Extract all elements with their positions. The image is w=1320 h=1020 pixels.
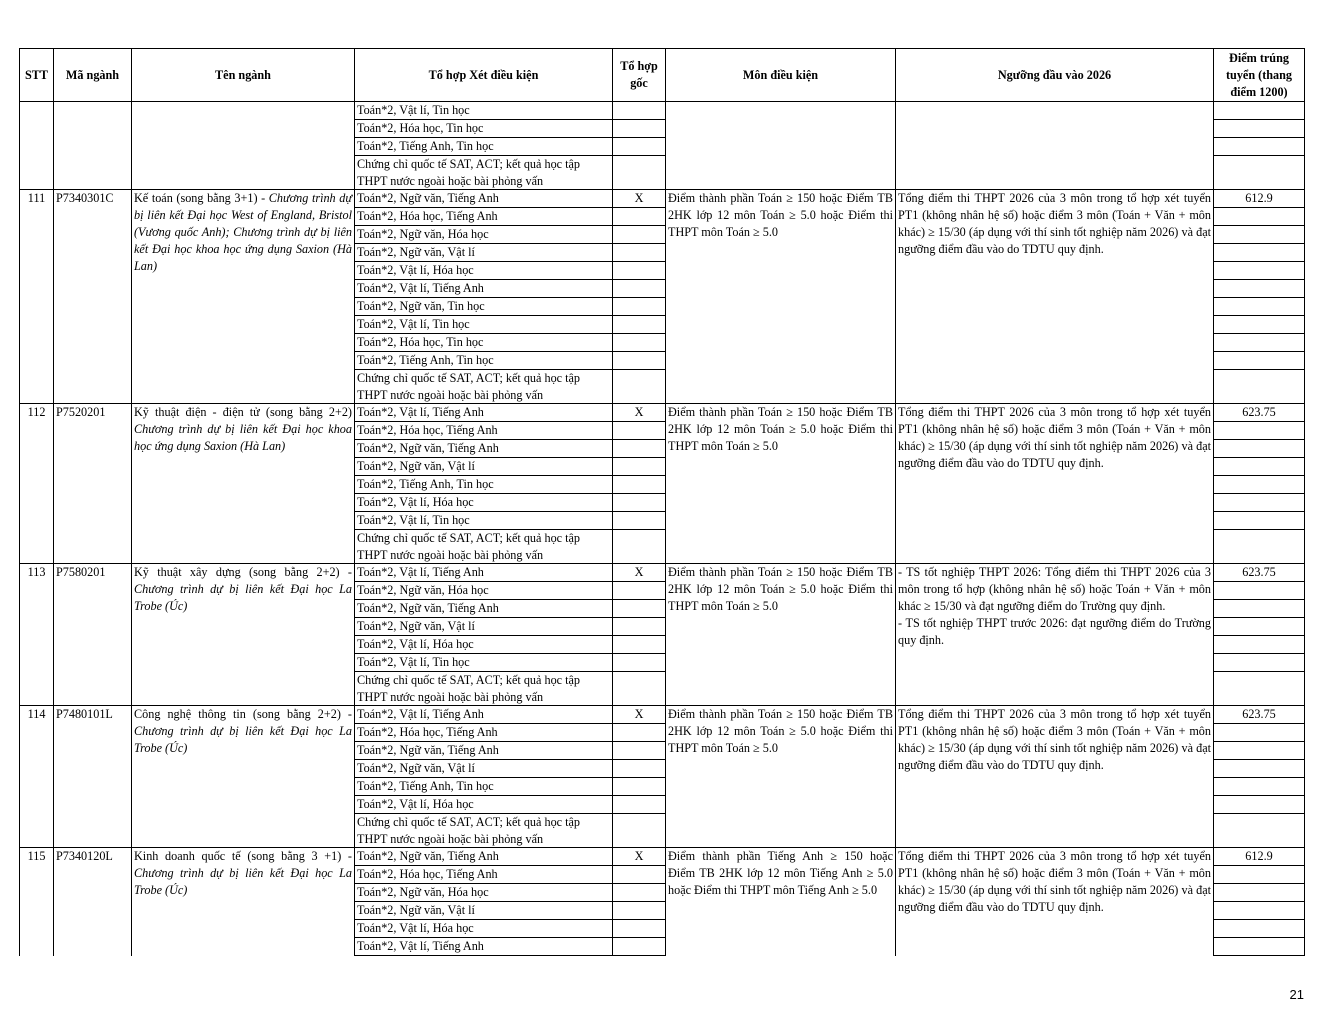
- diem-trung-tuyen-cell: [1214, 654, 1305, 672]
- diem-trung-tuyen-cell: [1214, 334, 1305, 352]
- stt-cell: 115: [20, 848, 54, 956]
- to-hop-option: Toán*2, Vật lí, Tiếng Anh: [355, 706, 613, 724]
- diem-trung-tuyen-cell: [1214, 226, 1305, 244]
- ten-nganh-program: Chương trình dự bị liên kết Đại học West of England, Bristol (Vương quốc Anh); Chương trình dự bị liên kết Đại học khoa học ứng dụng Saxion (Hà Lan): [134, 191, 352, 273]
- to-hop-goc-cell: [613, 494, 666, 512]
- to-hop-goc-cell: [613, 902, 666, 920]
- to-hop-goc-cell: [613, 866, 666, 884]
- to-hop-goc-cell: [613, 938, 666, 956]
- page-number: 21: [1289, 987, 1304, 1002]
- admission-table: [19, 48, 1305, 956]
- table-row: [20, 102, 1305, 120]
- diem-trung-tuyen-cell: [1214, 530, 1305, 564]
- table-row: [20, 848, 1305, 866]
- to-hop-option: Toán*2, Ngữ văn, Vật lí: [355, 244, 613, 262]
- header-stt: STT: [20, 49, 54, 102]
- ten-nganh-program: Chương trình dự bị liên kết Đại học khoa học ứng dụng Saxion (Hà Lan): [134, 422, 352, 453]
- diem-trung-tuyen-cell: [1214, 938, 1305, 956]
- to-hop-goc-cell: [613, 298, 666, 316]
- to-hop-goc-cell: [613, 156, 666, 190]
- header-nguong-dau-vao: Ngưỡng đầu vào 2026: [896, 49, 1214, 102]
- ma-nganh-cell: P7340301C: [54, 190, 132, 404]
- to-hop-option: Chứng chỉ quốc tế SAT, ACT; kết quả học tập THPT nước ngoài hoặc bài phỏng vấn: [355, 672, 613, 706]
- to-hop-goc-cell: [613, 884, 666, 902]
- ten-nganh-cell: [132, 102, 355, 190]
- header-to-hop-goc: Tổ hợp gốc: [613, 49, 666, 102]
- to-hop-goc-cell: [613, 334, 666, 352]
- mon-dieu-kien-cell: Điểm thành phần Toán ≥ 150 hoặc Điểm TB 2HK lớp 12 môn Toán ≥ 5.0 hoặc Điểm thi THPT môn Toán ≥ 5.0: [666, 706, 896, 848]
- diem-trung-tuyen-cell: [1214, 760, 1305, 778]
- to-hop-option: Toán*2, Ngữ văn, Tiếng Anh: [355, 440, 613, 458]
- to-hop-option: Chứng chỉ quốc tế SAT, ACT; kết quả học tập THPT nước ngoài hoặc bài phỏng vấn: [355, 156, 613, 190]
- to-hop-goc-cell: [613, 742, 666, 760]
- ten-nganh-plain: Công nghệ thông tin (song bằng 2+2) -: [134, 707, 352, 721]
- to-hop-option: Toán*2, Ngữ văn, Tiếng Anh: [355, 848, 613, 866]
- to-hop-goc-cell: [613, 370, 666, 404]
- to-hop-goc-cell: [613, 476, 666, 494]
- header-ma-nganh: Mã ngành: [54, 49, 132, 102]
- to-hop-goc-cell: [613, 262, 666, 280]
- table-row: [20, 564, 1305, 582]
- header-mon-dieu-kien: Môn điều kiện: [666, 49, 896, 102]
- diem-trung-tuyen-cell: [1214, 902, 1305, 920]
- to-hop-goc-cell: [613, 814, 666, 848]
- to-hop-option: Chứng chỉ quốc tế SAT, ACT; kết quả học tập THPT nước ngoài hoặc bài phỏng vấn: [355, 370, 613, 404]
- diem-trung-tuyen-cell: [1214, 262, 1305, 280]
- to-hop-option: Toán*2, Ngữ văn, Vật lí: [355, 618, 613, 636]
- diem-trung-tuyen-cell: [1214, 742, 1305, 760]
- to-hop-option: Toán*2, Vật lí, Tin học: [355, 316, 613, 334]
- to-hop-option: Toán*2, Vật lí, Tiếng Anh: [355, 938, 613, 956]
- to-hop-option: Toán*2, Ngữ văn, Hóa học: [355, 226, 613, 244]
- to-hop-option: Toán*2, Ngữ văn, Tiếng Anh: [355, 742, 613, 760]
- to-hop-goc-cell: [613, 316, 666, 334]
- diem-trung-tuyen-cell: [1214, 618, 1305, 636]
- mon-dieu-kien-cell: Điểm thành phần Toán ≥ 150 hoặc Điểm TB 2HK lớp 12 môn Toán ≥ 5.0 hoặc Điểm thi THPT môn Toán ≥ 5.0: [666, 190, 896, 404]
- to-hop-option: Toán*2, Vật lí, Hóa học: [355, 920, 613, 938]
- diem-trung-tuyen-cell: 612.9: [1214, 848, 1305, 866]
- to-hop-option: Toán*2, Vật lí, Tin học: [355, 102, 613, 120]
- to-hop-goc-cell: [613, 724, 666, 742]
- to-hop-option: Chứng chỉ quốc tế SAT, ACT; kết quả học tập THPT nước ngoài hoặc bài phỏng vấn: [355, 814, 613, 848]
- to-hop-goc-cell: [613, 530, 666, 564]
- table-body: [20, 102, 1305, 956]
- diem-trung-tuyen-cell: [1214, 724, 1305, 742]
- to-hop-goc-cell: [613, 654, 666, 672]
- to-hop-goc-cell: [613, 672, 666, 706]
- to-hop-goc-cell: [613, 778, 666, 796]
- to-hop-goc-cell: [613, 352, 666, 370]
- stt-cell: 111: [20, 190, 54, 404]
- stt-cell: 114: [20, 706, 54, 848]
- diem-trung-tuyen-cell: [1214, 458, 1305, 476]
- to-hop-option: Toán*2, Ngữ văn, Tiếng Anh: [355, 190, 613, 208]
- to-hop-option: Toán*2, Vật lí, Hóa học: [355, 494, 613, 512]
- nguong-dau-vao-cell: [896, 102, 1214, 190]
- diem-trung-tuyen-cell: [1214, 582, 1305, 600]
- to-hop-goc-cell: [613, 138, 666, 156]
- to-hop-goc-cell: [613, 280, 666, 298]
- to-hop-goc-cell: [613, 512, 666, 530]
- ten-nganh-program: Chương trình dự bị liên kết Đại học La Trobe (Úc): [134, 582, 352, 613]
- ten-nganh-plain: Kế toán (song bằng 3+1) -: [134, 191, 269, 205]
- ten-nganh-cell: [132, 848, 355, 956]
- to-hop-option: Toán*2, Tiếng Anh, Tin học: [355, 352, 613, 370]
- mon-dieu-kien-cell: Điểm thành phần Tiếng Anh ≥ 150 hoặc Điểm TB 2HK lớp 12 môn Tiếng Anh ≥ 5.0 hoặc Điểm thi THPT môn Tiếng Anh ≥ 5.0: [666, 848, 896, 956]
- to-hop-option: Toán*2, Hóa học, Tiếng Anh: [355, 208, 613, 226]
- to-hop-option: Toán*2, Vật lí, Hóa học: [355, 796, 613, 814]
- diem-trung-tuyen-cell: [1214, 120, 1305, 138]
- to-hop-option: Toán*2, Vật lí, Tin học: [355, 512, 613, 530]
- ten-nganh-plain: Kinh doanh quốc tế (song bằng 3 +1) -: [134, 849, 352, 863]
- to-hop-option: Toán*2, Vật lí, Tiếng Anh: [355, 280, 613, 298]
- diem-trung-tuyen-cell: [1214, 440, 1305, 458]
- header-to-hop-xet: Tổ hợp Xét điều kiện: [355, 49, 613, 102]
- to-hop-option: Toán*2, Ngữ văn, Vật lí: [355, 458, 613, 476]
- to-hop-goc-cell: [613, 422, 666, 440]
- diem-trung-tuyen-cell: [1214, 138, 1305, 156]
- to-hop-goc-cell: [613, 582, 666, 600]
- to-hop-option: Toán*2, Tiếng Anh, Tin học: [355, 476, 613, 494]
- diem-trung-tuyen-cell: [1214, 778, 1305, 796]
- to-hop-goc-cell: X: [613, 564, 666, 582]
- diem-trung-tuyen-cell: [1214, 156, 1305, 190]
- to-hop-option: Toán*2, Hóa học, Tiếng Anh: [355, 866, 613, 884]
- ten-nganh-cell: [132, 404, 355, 564]
- diem-trung-tuyen-cell: [1214, 370, 1305, 404]
- diem-trung-tuyen-cell: [1214, 244, 1305, 262]
- to-hop-goc-cell: [613, 458, 666, 476]
- to-hop-option: Toán*2, Ngữ văn, Vật lí: [355, 760, 613, 778]
- to-hop-option: Toán*2, Ngữ văn, Tin học: [355, 298, 613, 316]
- to-hop-option: Toán*2, Ngữ văn, Tiếng Anh: [355, 600, 613, 618]
- ten-nganh-program: Chương trình dự bị liên kết Đại học La Trobe (Úc): [134, 866, 352, 897]
- ten-nganh-cell: [132, 190, 355, 404]
- to-hop-option: Toán*2, Vật lí, Hóa học: [355, 636, 613, 654]
- to-hop-option: Toán*2, Tiếng Anh, Tin học: [355, 778, 613, 796]
- header-ten-nganh: Tên ngành: [132, 49, 355, 102]
- ten-nganh-plain: Kỹ thuật xây dựng (song bằng 2+2) -: [134, 565, 352, 579]
- diem-trung-tuyen-cell: [1214, 280, 1305, 298]
- diem-trung-tuyen-cell: 612.9: [1214, 190, 1305, 208]
- stt-cell: 113: [20, 564, 54, 706]
- to-hop-option: Toán*2, Hóa học, Tin học: [355, 334, 613, 352]
- nguong-dau-vao-cell: Tổng điểm thi THPT 2026 của 3 môn trong tổ hợp xét tuyển PT1 (không nhân hệ số) hoặc điểm 3 môn (Toán + Văn + môn khác) ≥ 15/30 (áp dụng với thí sinh tốt nghiệp năm 2026) và đạt ngưỡng điểm đầu vào do TDTU quy định.: [896, 848, 1214, 956]
- diem-trung-tuyen-cell: [1214, 512, 1305, 530]
- ma-nganh-cell: P7520201: [54, 404, 132, 564]
- diem-trung-tuyen-cell: [1214, 796, 1305, 814]
- to-hop-goc-cell: [613, 920, 666, 938]
- to-hop-goc-cell: [613, 244, 666, 262]
- stt-cell: [20, 102, 54, 190]
- nguong-dau-vao-cell: Tổng điểm thi THPT 2026 của 3 môn trong tổ hợp xét tuyển PT1 (không nhân hệ số) hoặc điểm 3 môn (Toán + Văn + môn khác) ≥ 15/30 (áp dụng với thí sinh tốt nghiệp năm 2026) và đạt ngưỡng điểm đầu vào do TDTU quy định.: [896, 190, 1214, 404]
- to-hop-goc-cell: [613, 226, 666, 244]
- table-row: [20, 404, 1305, 422]
- to-hop-option: Toán*2, Ngữ văn, Hóa học: [355, 884, 613, 902]
- to-hop-option: Chứng chỉ quốc tế SAT, ACT; kết quả học tập THPT nước ngoài hoặc bài phỏng vấn: [355, 530, 613, 564]
- to-hop-option: Toán*2, Hóa học, Tiếng Anh: [355, 422, 613, 440]
- diem-trung-tuyen-cell: [1214, 866, 1305, 884]
- to-hop-option: Toán*2, Vật lí, Tin học: [355, 654, 613, 672]
- to-hop-goc-cell: [613, 102, 666, 120]
- to-hop-goc-cell: [613, 600, 666, 618]
- to-hop-goc-cell: [613, 796, 666, 814]
- nguong-dau-vao-cell: Tổng điểm thi THPT 2026 của 3 môn trong tổ hợp xét tuyển PT1 (không nhân hệ số) hoặc điểm 3 môn (Toán + Văn + môn khác) ≥ 15/30 (áp dụng với thí sinh tốt nghiệp năm 2026) và đạt ngưỡng điểm đầu vào do TDTU quy định.: [896, 404, 1214, 564]
- to-hop-option: Toán*2, Ngữ văn, Hóa học: [355, 582, 613, 600]
- diem-trung-tuyen-cell: [1214, 494, 1305, 512]
- ma-nganh-cell: P7340120L: [54, 848, 132, 956]
- diem-trung-tuyen-cell: [1214, 102, 1305, 120]
- diem-trung-tuyen-cell: [1214, 636, 1305, 654]
- diem-trung-tuyen-cell: 623.75: [1214, 564, 1305, 582]
- diem-trung-tuyen-cell: [1214, 208, 1305, 226]
- ten-nganh-plain: Kỹ thuật điện - điện tử (song bằng 2+2): [134, 405, 352, 419]
- to-hop-option: Toán*2, Hóa học, Tiếng Anh: [355, 724, 613, 742]
- to-hop-option: Toán*2, Vật lí, Hóa học: [355, 262, 613, 280]
- diem-trung-tuyen-cell: [1214, 352, 1305, 370]
- diem-trung-tuyen-cell: [1214, 600, 1305, 618]
- to-hop-goc-cell: X: [613, 706, 666, 724]
- table-row: [20, 706, 1305, 724]
- to-hop-goc-cell: [613, 618, 666, 636]
- diem-trung-tuyen-cell: [1214, 316, 1305, 334]
- diem-trung-tuyen-cell: 623.75: [1214, 706, 1305, 724]
- to-hop-goc-cell: [613, 636, 666, 654]
- mon-dieu-kien-cell: Điểm thành phần Toán ≥ 150 hoặc Điểm TB 2HK lớp 12 môn Toán ≥ 5.0 hoặc Điểm thi THPT môn Toán ≥ 5.0: [666, 404, 896, 564]
- diem-trung-tuyen-cell: [1214, 422, 1305, 440]
- diem-trung-tuyen-cell: [1214, 672, 1305, 706]
- ten-nganh-cell: [132, 706, 355, 848]
- ma-nganh-cell: P7580201: [54, 564, 132, 706]
- header-diem-trung-tuyen: Điểm trúng tuyển (thang điểm 1200): [1214, 49, 1305, 102]
- to-hop-goc-cell: [613, 760, 666, 778]
- diem-trung-tuyen-cell: 623.75: [1214, 404, 1305, 422]
- to-hop-goc-cell: [613, 440, 666, 458]
- to-hop-goc-cell: X: [613, 404, 666, 422]
- ma-nganh-cell: [54, 102, 132, 190]
- to-hop-goc-cell: X: [613, 848, 666, 866]
- ten-nganh-program: Chương trình dự bị liên kết Đại học La Trobe (Úc): [134, 724, 352, 755]
- diem-trung-tuyen-cell: [1214, 920, 1305, 938]
- stt-cell: 112: [20, 404, 54, 564]
- mon-dieu-kien-cell: [666, 102, 896, 190]
- diem-trung-tuyen-cell: [1214, 298, 1305, 316]
- to-hop-option: Toán*2, Vật lí, Tiếng Anh: [355, 564, 613, 582]
- diem-trung-tuyen-cell: [1214, 814, 1305, 848]
- to-hop-goc-cell: [613, 208, 666, 226]
- to-hop-goc-cell: [613, 120, 666, 138]
- mon-dieu-kien-cell: Điểm thành phần Toán ≥ 150 hoặc Điểm TB 2HK lớp 12 môn Toán ≥ 5.0 hoặc Điểm thi THPT môn Toán ≥ 5.0: [666, 564, 896, 706]
- to-hop-option: Toán*2, Tiếng Anh, Tin học: [355, 138, 613, 156]
- to-hop-option: Toán*2, Ngữ văn, Vật lí: [355, 902, 613, 920]
- to-hop-option: Toán*2, Vật lí, Tiếng Anh: [355, 404, 613, 422]
- nguong-dau-vao-cell: Tổng điểm thi THPT 2026 của 3 môn trong tổ hợp xét tuyển PT1 (không nhân hệ số) hoặc điểm 3 môn (Toán + Văn + môn khác) ≥ 15/30 (áp dụng với thí sinh tốt nghiệp năm 2026) và đạt ngưỡng điểm đầu vào do TDTU quy định.: [896, 706, 1214, 848]
- diem-trung-tuyen-cell: [1214, 884, 1305, 902]
- nguong-dau-vao-cell: - TS tốt nghiệp THPT 2026: Tổng điểm thi THPT 2026 của 3 môn trong tổ hợp (không nhân hệ số) hoặc Toán + Văn + môn khác ≥ 15/30 và đạt ngưỡng điểm do Trường quy định. - TS tốt nghiệp THPT trước 2026: đạt ngưỡng điểm do Trường quy định.: [896, 564, 1214, 706]
- diem-trung-tuyen-cell: [1214, 476, 1305, 494]
- header-row: [20, 49, 1305, 102]
- to-hop-goc-cell: X: [613, 190, 666, 208]
- ma-nganh-cell: P7480101L: [54, 706, 132, 848]
- ten-nganh-cell: [132, 564, 355, 706]
- table-row: [20, 190, 1305, 208]
- to-hop-option: Toán*2, Hóa học, Tin học: [355, 120, 613, 138]
